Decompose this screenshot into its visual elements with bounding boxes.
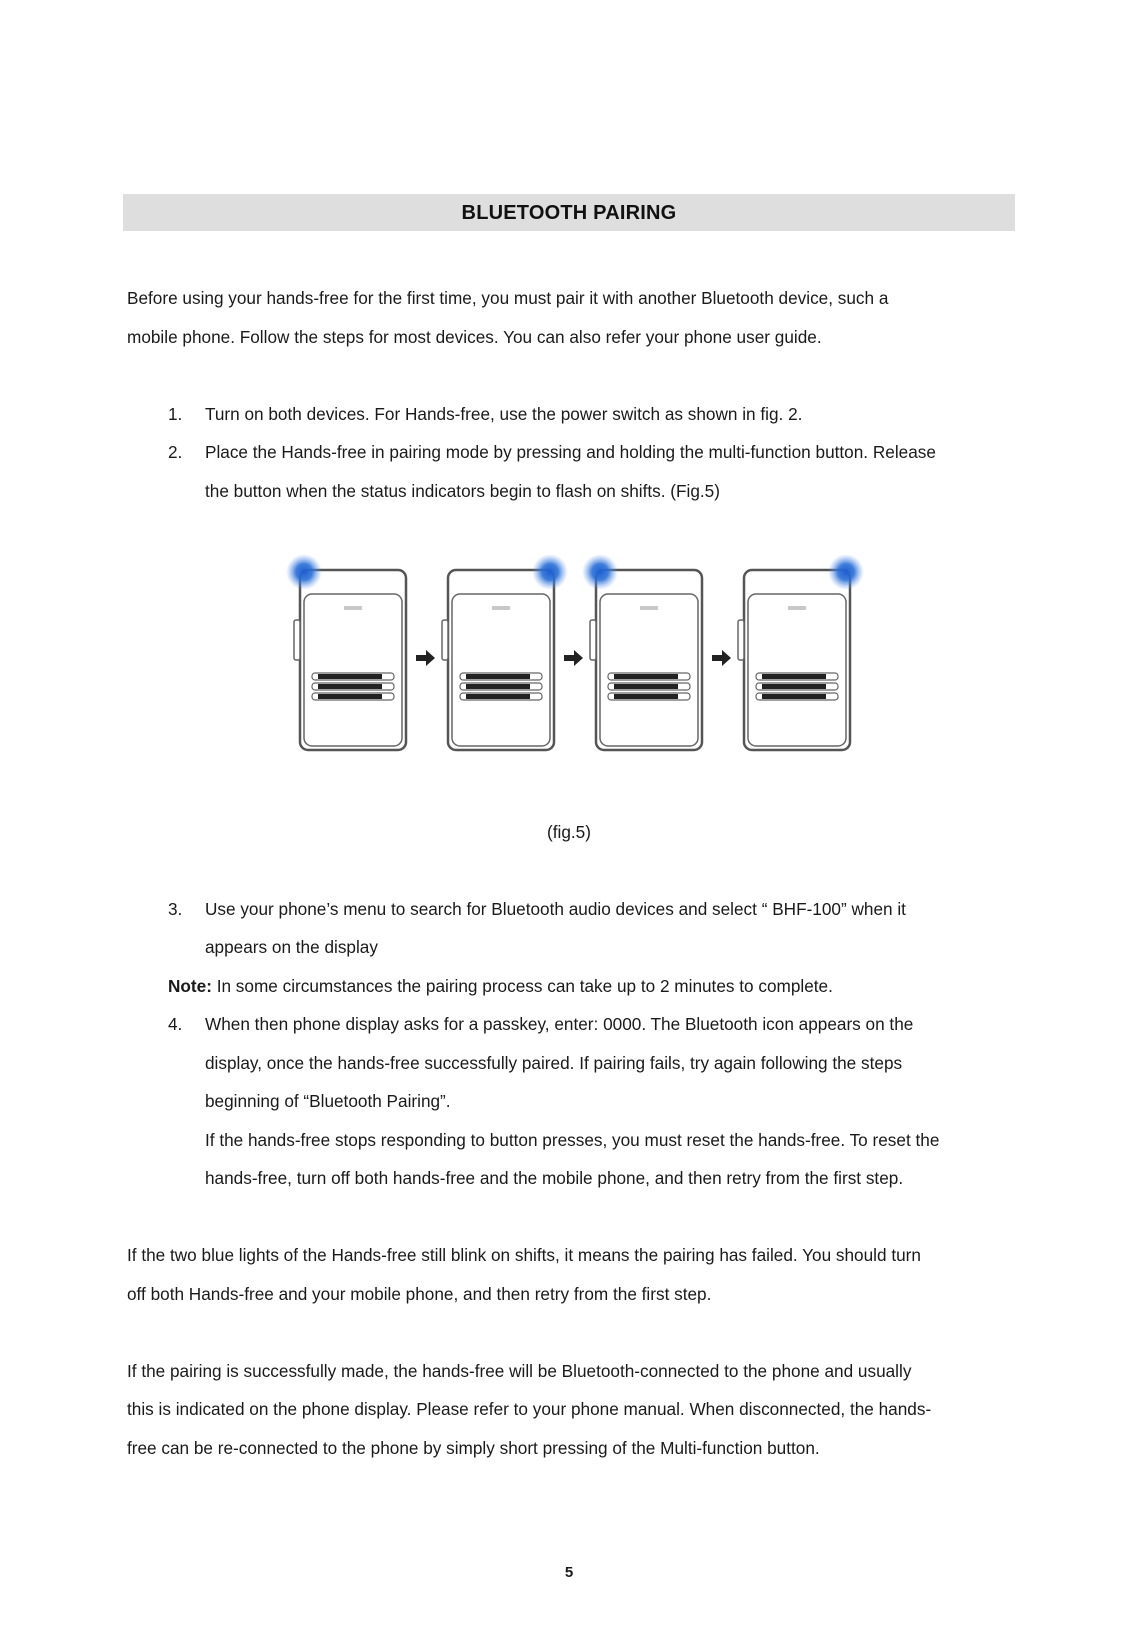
figure-caption: (fig.5) [547,822,591,842]
step-3-number: 3. [168,899,183,919]
step-1-number: 1. [168,404,183,424]
step-2-line-2: the button when the status indicators begin to flash on shifts. (Fig.5) [205,481,720,501]
arrow-icon [416,650,435,666]
step-4-line-2: display, once the hands-free successfully paired. If pairing fails, try again following the steps [205,1053,903,1073]
led-icon [286,554,322,590]
led-icon [828,554,864,590]
step-4-line-5: hands-free, turn off both hands-free and the mobile phone, and then retry from the first step. [205,1168,904,1188]
success-line-2: this is indicated on the phone display. Please refer to your phone manual. When disconnected, the hands- [127,1399,932,1419]
note-label: Note: [168,976,212,996]
section-title-bar [123,194,1015,231]
step-4-line-3: beginning of “Bluetooth Pairing”. [205,1091,451,1111]
failed-line-1: If the two blue lights of the Hands-free still blink on shifts, it means the pairing has failed. You should turn [127,1245,921,1265]
device-3 [582,554,702,750]
led-icon [532,554,568,590]
step-3-line-1: Use your phone’s menu to search for Bluetooth audio devices and select “ BHF-100” when it [205,899,906,919]
arrow-icon [712,650,731,666]
pairing-sequence-figure [284,550,870,762]
step-2-number: 2. [168,442,183,462]
intro-line-1: Before using your hands-free for the first time, you must pair it with another Bluetooth device, such a [127,288,889,308]
device-2 [442,554,568,750]
page-number: 5 [564,1564,574,1581]
led-icon [582,554,618,590]
step-1-line-1: Turn on both devices. For Hands-free, use the power switch as shown in fig. 2. [205,404,803,424]
step-4-line-4: If the hands-free stops responding to button presses, you must reset the hands-free. To reset the [205,1130,940,1150]
success-line-3: free can be re-connected to the phone by simply short pressing of the Multi-function button. [127,1438,820,1458]
device-4 [738,554,864,750]
step-3-line-2: appears on the display [205,937,378,957]
success-line-1: If the pairing is successfully made, the hands-free will be Bluetooth-connected to the phone and usually [127,1361,912,1381]
note-text: In some circumstances the pairing process can take up to 2 minutes to complete. [211,976,833,996]
step-4-line-1: When then phone display asks for a passkey, enter: 0000. The Bluetooth icon appears on the [205,1014,914,1034]
section-title: BLUETOOTH PAIRING [461,202,677,224]
note-line [168,975,833,997]
step-4-number: 4. [168,1014,183,1034]
arrow-icon [564,650,583,666]
intro-line-2: mobile phone. Follow the steps for most devices. You can also refer your phone user guide. [127,327,822,347]
step-2-line-1: Place the Hands-free in pairing mode by pressing and holding the multi-function button. Release [205,442,936,462]
failed-line-2: off both Hands-free and your mobile phone, and then retry from the first step. [127,1284,712,1304]
device-1 [286,554,406,750]
